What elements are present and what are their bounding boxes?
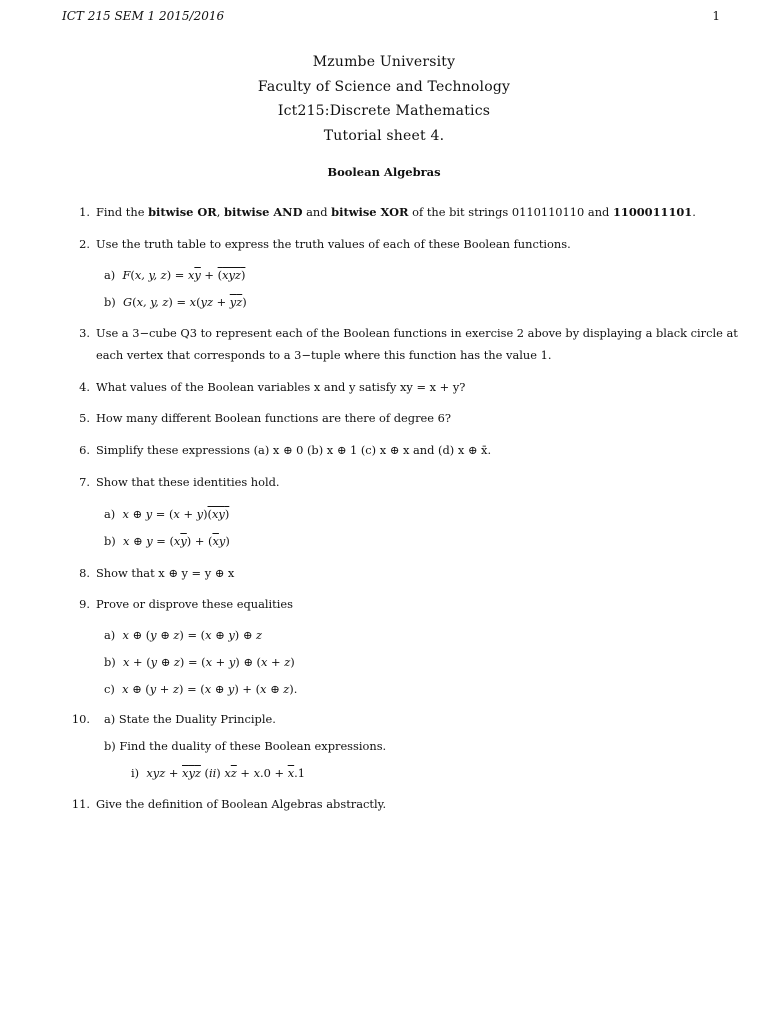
question-number: 6. — [79, 443, 90, 457]
question-number: 2. — [79, 237, 90, 251]
part-label: b) — [104, 534, 116, 548]
question-11: Give the definition of Boolean Algebras abstractly. — [96, 797, 387, 811]
part-label: b) — [104, 655, 116, 669]
q2-part-a: a) F(x, y, $z) = x\overline{y} + (xyz)$ — [104, 268, 246, 282]
part-label: c) — [104, 682, 115, 696]
q2-part-b: b) G(x, y, $z) = x(yz + \overline{y}\overline{z})$ — [104, 295, 247, 309]
question-number: 4. — [79, 380, 90, 394]
part-label: a) — [104, 268, 116, 282]
part-label: i) — [131, 766, 140, 780]
question-9: Prove or disprove these equalities — [96, 597, 293, 611]
q9-part-b: b) x + (y ⊕ z) = (x + y) ⊕ (x + z) — [104, 655, 295, 669]
question-2: Use the truth table to express the truth values of each of these Boolean functions. — [96, 237, 571, 251]
question-number: 1. — [79, 205, 90, 219]
sheet-name: Tutorial sheet 4. — [323, 127, 445, 144]
question-number: 10. — [71, 712, 90, 726]
question-5: How many different Boolean functions are there of degree 6? — [96, 411, 451, 425]
q10-part-b-i: i) xyz + $\overline{x}\overline{y}\overline{z}$ (ii) $x\overline{z} + x.0 + \overline{x}.1$ — [131, 766, 306, 780]
university-name: Mzumbe University — [312, 54, 456, 70]
question-10-part-a: a) State the Duality Principle. — [104, 712, 276, 726]
question-number: 5. — [79, 411, 90, 425]
question-3-line-2: each vertex that corresponds to a 3−tuple where this function has the value 1. — [96, 348, 552, 362]
faculty-name: Faculty of Science and Technology — [257, 78, 511, 95]
q9-part-a: a) x ⊕ (y ⊕ z) = (x ⊕ y) ⊕ z — [104, 628, 263, 642]
question-number: 8. — [79, 566, 90, 580]
question-1: Find the bitwise OR, bitwise AND and bitwise XOR of the bit strings 0110110110 and 1100011101. — [96, 205, 696, 219]
question-number: 11. — [71, 797, 90, 811]
question-3-line-1: Use a 3−cube Q3 to represent each of the Boolean functions in exercise 2 above by displaying a black circle at — [96, 326, 738, 340]
formula: G — [123, 295, 133, 309]
question-10-part-b: b) Find the duality of these Boolean expressions. — [104, 739, 387, 753]
q7-part-b: b) x ⊕ $y = (x\overline{y}) + (\overline{x}y)$ — [104, 534, 230, 548]
formula: F — [122, 268, 131, 282]
q7-part-a: a) x ⊕ y = (x + y)(xy) — [104, 507, 230, 521]
course-name: Ict215:Discrete Mathematics — [277, 103, 491, 119]
part-label: a) — [104, 507, 116, 521]
question-7: Show that these identities hold. — [96, 475, 280, 489]
question-number: 7. — [79, 475, 90, 489]
running-head: ICT 215 SEM 1 2015/2016 — [62, 9, 225, 23]
page-number: 1 — [712, 9, 720, 23]
part-label: b) — [104, 295, 116, 309]
title-block — [0, 50, 768, 148]
question-6: Simplify these expressions (a) x ⊕ 0 (b) x ⊕ 1 (c) x ⊕ x and (d) x ⊕ x̄. — [96, 443, 492, 457]
question-8: Show that x ⊕ y = y ⊕ x — [96, 566, 235, 580]
section-title: Boolean Algebras — [327, 165, 441, 179]
question-number: 3. — [79, 326, 90, 340]
question-4: What values of the Boolean variables x and y satisfy xy = x + y? — [96, 380, 466, 394]
q9-part-c: c) x ⊕ (y + z) = (x ⊕ y) + (x ⊕ z). — [104, 682, 298, 696]
part-label: a) — [104, 628, 116, 642]
question-number: 9. — [79, 597, 90, 611]
